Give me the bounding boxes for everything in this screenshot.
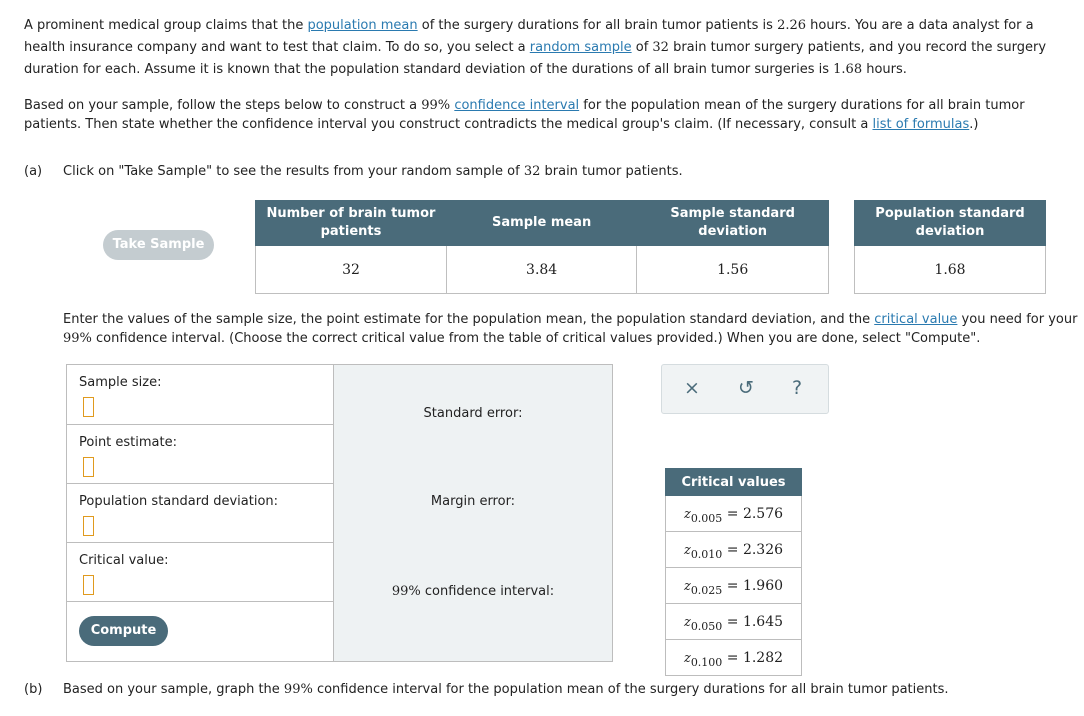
part-b-text: Based on your sample, graph the 99% confidence interval for the population mean of the surgery durations for all brain tumor patients. <box>63 682 949 697</box>
help-icon[interactable]: ? <box>792 377 803 399</box>
intro-line-2: health insurance company and want to test that claim. To do so, you select a random sample of 32 brain tumor surgery patients, and you record the surgery <box>24 40 1047 55</box>
sample-stats-table <box>255 200 829 294</box>
header-sample-mean: Sample mean <box>446 201 636 246</box>
sample-size-input[interactable] <box>83 397 94 417</box>
sample-n-value: 32 <box>652 40 669 55</box>
value-sample-mean: 3.84 <box>446 246 636 294</box>
intro-line-1: A prominent medical group claims that the population mean of the surgery durations for all brain tumor patients is 2.26 hours. You are a data analyst for a <box>24 18 1034 33</box>
instructions-line-2: patients. Then state whether the confidence interval you construct contradicts the medical group's claim. (If necessary, consult a list of formulas.) <box>24 117 979 132</box>
value-sample-sd: 1.56 <box>637 246 829 294</box>
critical-value-row: $z_{0.050} = 1.645$ <box>666 604 802 640</box>
compute-instruction: Enter the values of the sample size, the point estimate for the population mean, the population standard deviation, and the critical value you need for your 99% confidence interval. (Choose the correct critical value from the table of critical values provided.) When you are done, select "Compute". <box>63 312 1078 346</box>
critical-value-row: $z_{0.100} = 1.282$ <box>666 640 802 676</box>
output-panel <box>333 364 613 662</box>
compute-button[interactable]: Compute <box>79 616 168 646</box>
point-estimate-label: Point estimate: <box>79 435 177 450</box>
point-estimate-input[interactable] <box>83 457 94 477</box>
critical-value-cell <box>67 543 333 602</box>
intro-line-3: duration for each. Assume it is known that the population standard deviation of the durations of all brain tumor surgeries is 1.68 hours. <box>24 62 907 77</box>
clear-icon[interactable]: × <box>684 377 700 399</box>
header-population-sd: Population standard deviation <box>855 201 1046 246</box>
intro-paragraph <box>24 15 1064 81</box>
value-sample-size: 32 <box>256 246 447 294</box>
undo-icon[interactable]: ↺ <box>738 377 754 399</box>
sample-size-cell <box>67 365 333 425</box>
stats-value-row <box>256 246 829 294</box>
random-sample-link[interactable]: random sample <box>529 40 632 55</box>
sigma-value: 1.68 <box>833 62 863 77</box>
critical-value-row: $z_{0.025} = 1.960$ <box>666 568 802 604</box>
header-sample-sd: Sample standard deviation <box>637 201 829 246</box>
instructions-paragraph <box>24 96 1064 134</box>
critical-value-row: $z_{0.010} = 2.326$ <box>666 532 802 568</box>
margin-error-label: Margin error: <box>430 494 516 509</box>
part-a-label: (a) <box>24 164 43 179</box>
claim-value: 2.26 <box>777 18 807 33</box>
critical-value-label: Critical value: <box>79 553 169 568</box>
critical-values-header: Critical values <box>666 469 802 496</box>
value-population-sd: 1.68 <box>855 246 1046 294</box>
population-sd-cell <box>67 484 333 543</box>
critical-value-link[interactable]: critical value <box>874 312 958 327</box>
confidence-interval-label: 99% confidence interval: <box>391 584 555 599</box>
critical-value-row: $z_{0.005} = 2.576$ <box>666 496 802 532</box>
stats-header-row <box>256 201 829 246</box>
part-b-label: (b) <box>24 682 43 697</box>
answer-toolbar <box>661 364 829 414</box>
population-sd-input[interactable] <box>83 516 94 536</box>
population-mean-link[interactable]: population mean <box>307 18 418 33</box>
take-sample-button[interactable]: Take Sample <box>103 230 214 260</box>
confidence-interval-link[interactable]: confidence interval <box>454 98 580 113</box>
header-sample-size: Number of brain tumor patients <box>256 201 447 246</box>
population-sd-table <box>854 200 1046 294</box>
list-of-formulas-link[interactable]: list of formulas <box>872 117 970 132</box>
sample-size-label: Sample size: <box>79 375 162 390</box>
standard-error-label: Standard error: <box>423 406 523 421</box>
critical-value-input[interactable] <box>83 575 94 595</box>
critical-values-table <box>665 468 802 676</box>
point-estimate-cell <box>67 425 333 484</box>
population-sd-label: Population standard deviation: <box>79 494 279 509</box>
instructions-line-1: Based on your sample, follow the steps below to construct a 99% confidence interval for the population mean of the surgery durations for all brain tumor <box>24 98 1025 113</box>
part-a-text: Click on "Take Sample" to see the results from your random sample of 32 brain tumor patients. <box>63 164 683 179</box>
input-panel <box>66 364 334 662</box>
